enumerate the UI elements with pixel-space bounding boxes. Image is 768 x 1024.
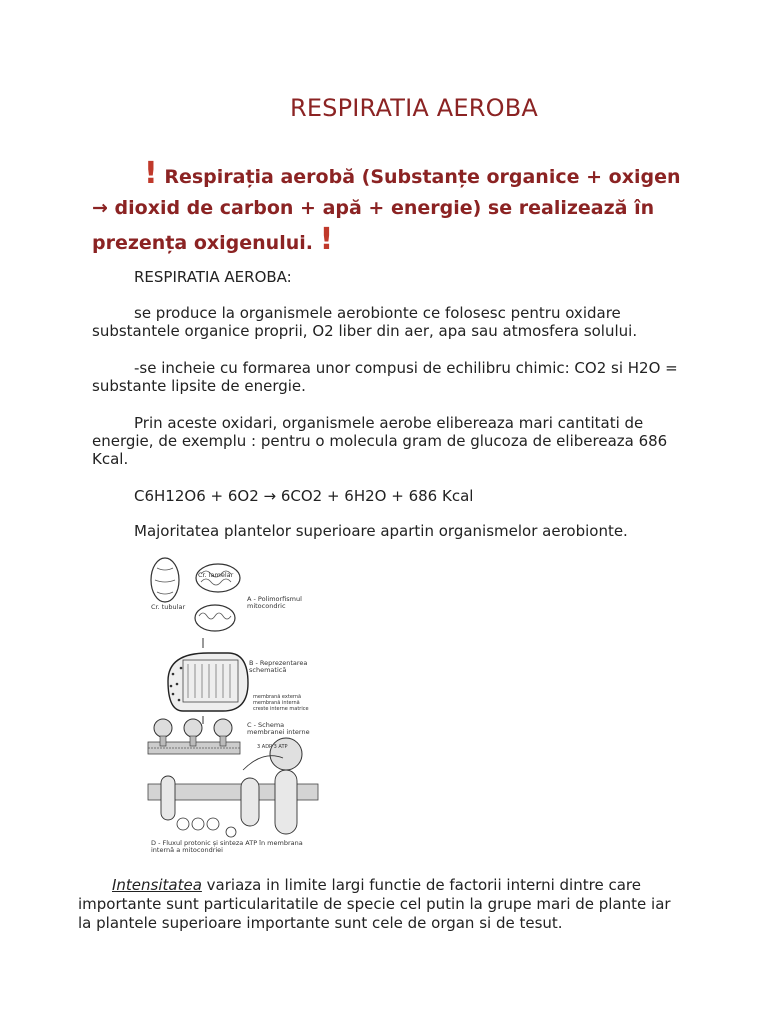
- label-a: A - Polimorfismul mitocondric: [247, 595, 302, 610]
- closing-paragraph: Intensitatea variaza in limite largi functie de factorii interni dintre care importante sunt particularitatile de specie cel putin la grupe mari de plante iar la plantele superioare importante sunt cele de organ si de tesut.: [78, 876, 671, 932]
- label-atp: 3 ADP 3 ATP: [257, 744, 288, 750]
- paragraph-4: Majoritatea plantelor superioare apartin organismelor aerobionte.: [134, 522, 628, 540]
- page-title: RESPIRATIA AEROBA: [289, 94, 539, 122]
- equation: C6H12O6 + 6O2 → 6CO2 + 6H2O + 686 Kcal: [134, 487, 474, 505]
- paragraph-2: -se incheie cu formarea unor compusi de echilibru chimic: CO2 si H2O = substante lipsite de energie.: [92, 359, 678, 395]
- label-b: B - Reprezentarea schematică: [249, 659, 308, 674]
- label-c: C - Schema membranei interne: [247, 721, 310, 736]
- intro-text: Respirația aerobă (Substanțe organice + oxigen → dioxid de carbon + apă + energie) se realizează în prezența oxigenului.: [92, 166, 681, 254]
- label-cristae-lamellar: Cr. lamelar: [198, 571, 234, 579]
- section-heading: RESPIRATIA AEROBA:: [134, 268, 292, 286]
- keyword-intensitatea: Intensitatea: [112, 876, 202, 894]
- label-d: D - Fluxul protonic și sinteza ATP în membrana internă a mitocondriei: [151, 839, 303, 854]
- mitochondria-figure: [143, 556, 323, 856]
- paragraph-3: Prin aceste oxidari, organismele aerobe elibereaza mari cantitati de energie, de exemplu : pentru o molecula gram de glucoza de elibereaza 686 Kcal.: [92, 414, 668, 468]
- intro-statement: [92, 158, 692, 259]
- paragraph-1: se produce la organismele aerobionte ce folosesc pentru oxidare substantele organice proprii, O2 liber din aer, apa sau atmosfera solului.: [92, 304, 638, 340]
- exclamation-mark-end: !: [319, 222, 334, 257]
- label-membranes: membrană externă membrană internă creste interne matrice: [253, 694, 309, 712]
- exclamation-mark: !: [144, 156, 158, 191]
- label-cristae-tubular: Cr. tubular: [151, 603, 186, 611]
